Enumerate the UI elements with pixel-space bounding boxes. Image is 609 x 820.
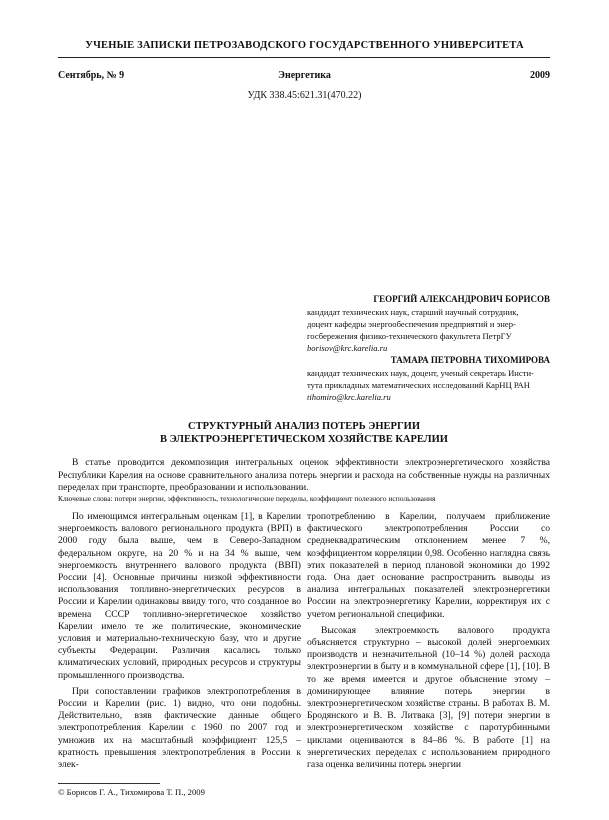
- year-label: 2009: [530, 70, 550, 81]
- body-paragraph: По имеющимся интегральным оценкам [1], в Карелии энергоемкость валового регионального продукта (ВРП) в 2000 году была выше, чем в Северо-Западном федеральном округе, на 20 % и на 34 % выше, чем энергоемкость внутреннего валового продукта (ВВП) России [4]. Основные причины низкой эффективности использования топливно-энергетических ресурсов в России и Карелии одинаковы ввиду того, что созданное во времена СССР топливно-энергетическое хозяйство Карелии имело те же политические, экономические условия и материально-техническую базу, что и другие субъекты Федерации. Различия касались только климатических условий, природных ресурсов и структуры промышленного производства.: [58, 511, 301, 681]
- author-email[interactable]: borisov@krc.karelia.ru: [307, 343, 388, 353]
- copyright: © Борисов Г. А., Тихомирова Т. П., 2009: [58, 787, 205, 797]
- article-title-line: СТРУКТУРНЫЙ АНАЛИЗ ПОТЕРЬ ЭНЕРГИИ: [188, 421, 420, 432]
- body-paragraph: При сопоставлении графиков электропотребления в России и Карелии (рис. 1) видно, что они подобны. Действительно, взяв фактические данные общего электропотребления Карелии с 1960 по 2007 год и умножив их на масштабный коэффициент 125,5 – кратность превышения электропотребления в России к элек-: [58, 685, 301, 771]
- abstract: В статье проводится декомпозиция интегральных оценок эффективности электроэнергетического хозяйства Республики Карелия на основе сравнительного анализа потерь энергии и расхода на собственные нужды на различных переделах при транспорте, преобразовании и использовании.: [58, 457, 550, 493]
- author-affiliation: госбережения физико-технического факультета ПетрГУ: [307, 331, 512, 341]
- keywords: Ключевые слова: потери энергии, эффективность, технологические переделы, коэффициент полезного использования: [58, 494, 436, 503]
- author-name: ТАМАРА ПЕТРОВНА ТИХОМИРОВА: [390, 355, 550, 365]
- author-affiliation: кандидат технических наук, старший научный сотрудник,: [307, 307, 519, 317]
- body-paragraph: Высокая электроемкость валового продукта объясняется структурно – высокой долей энергоемких производств и незначительной (10–14 %) долей расхода электроэнергии в быту и в коммунальной сфере [1], [10]. В то же время имеется и другое объяснение этому – доминирующее влияние потерь энергии в электроэнергетическом хозяйстве страны. В работах В. М. Бродянского и В. В. Литвака [3], [9] потери энергии в электроэнергетическом хозяйстве с паротурбинными циклами оцениваются в 84–86 %. В работе [1] на энергетических переделах с использованием природного газа оценка величины потерь энергии: [307, 624, 550, 771]
- journal-title: УЧЕНЫЕ ЗАПИСКИ ПЕТРОЗАВОДСКОГО ГОСУДАРСТВЕННОГО УНИВЕРСИТЕТА: [85, 40, 524, 51]
- section-label: Энергетика: [278, 70, 331, 81]
- author-affiliation: доцент кафедры энергообеспечения предприятий и энер-: [307, 319, 516, 329]
- body-column-left: [58, 511, 301, 771]
- issue-label: Сентябрь, № 9: [58, 70, 125, 81]
- author-affiliation: тута прикладных математических исследований КарНЦ РАН: [307, 380, 530, 390]
- body-paragraph: тропотреблению в Карелии, получаем приближение фактического электропотребления России со среднеквадратическим отклонением менее 7 %, коэффициентом корреляции 0,98. Особенно наглядна связь этих показателей в период плановой экономики до 1992 года. Она дает основание распространить выводы из анализа интегральных показателей электроэнергетики России на электроэнергетику Карелии, корректируя их с учетом региональной специфики.: [307, 511, 550, 620]
- author-name: ГЕОРГИЙ АЛЕКСАНДРОВИЧ БОРИСОВ: [373, 294, 550, 304]
- footnote-rule: [58, 783, 160, 784]
- header-rule: [58, 57, 550, 58]
- author-affiliation: кандидат технических наук, доцент, ученый секретарь Инсти-: [307, 368, 534, 378]
- article-title-line: В ЭЛЕКТРОЭНЕРГЕТИЧЕСКОМ ХОЗЯЙСТВЕ КАРЕЛИИ: [160, 434, 448, 445]
- author-email[interactable]: tihomiro@krc.karelia.ru: [307, 392, 391, 402]
- udk-code: УДК 338.45:621.31(470.22): [247, 90, 362, 101]
- article-title: [58, 420, 550, 446]
- body-column-right: [307, 511, 550, 771]
